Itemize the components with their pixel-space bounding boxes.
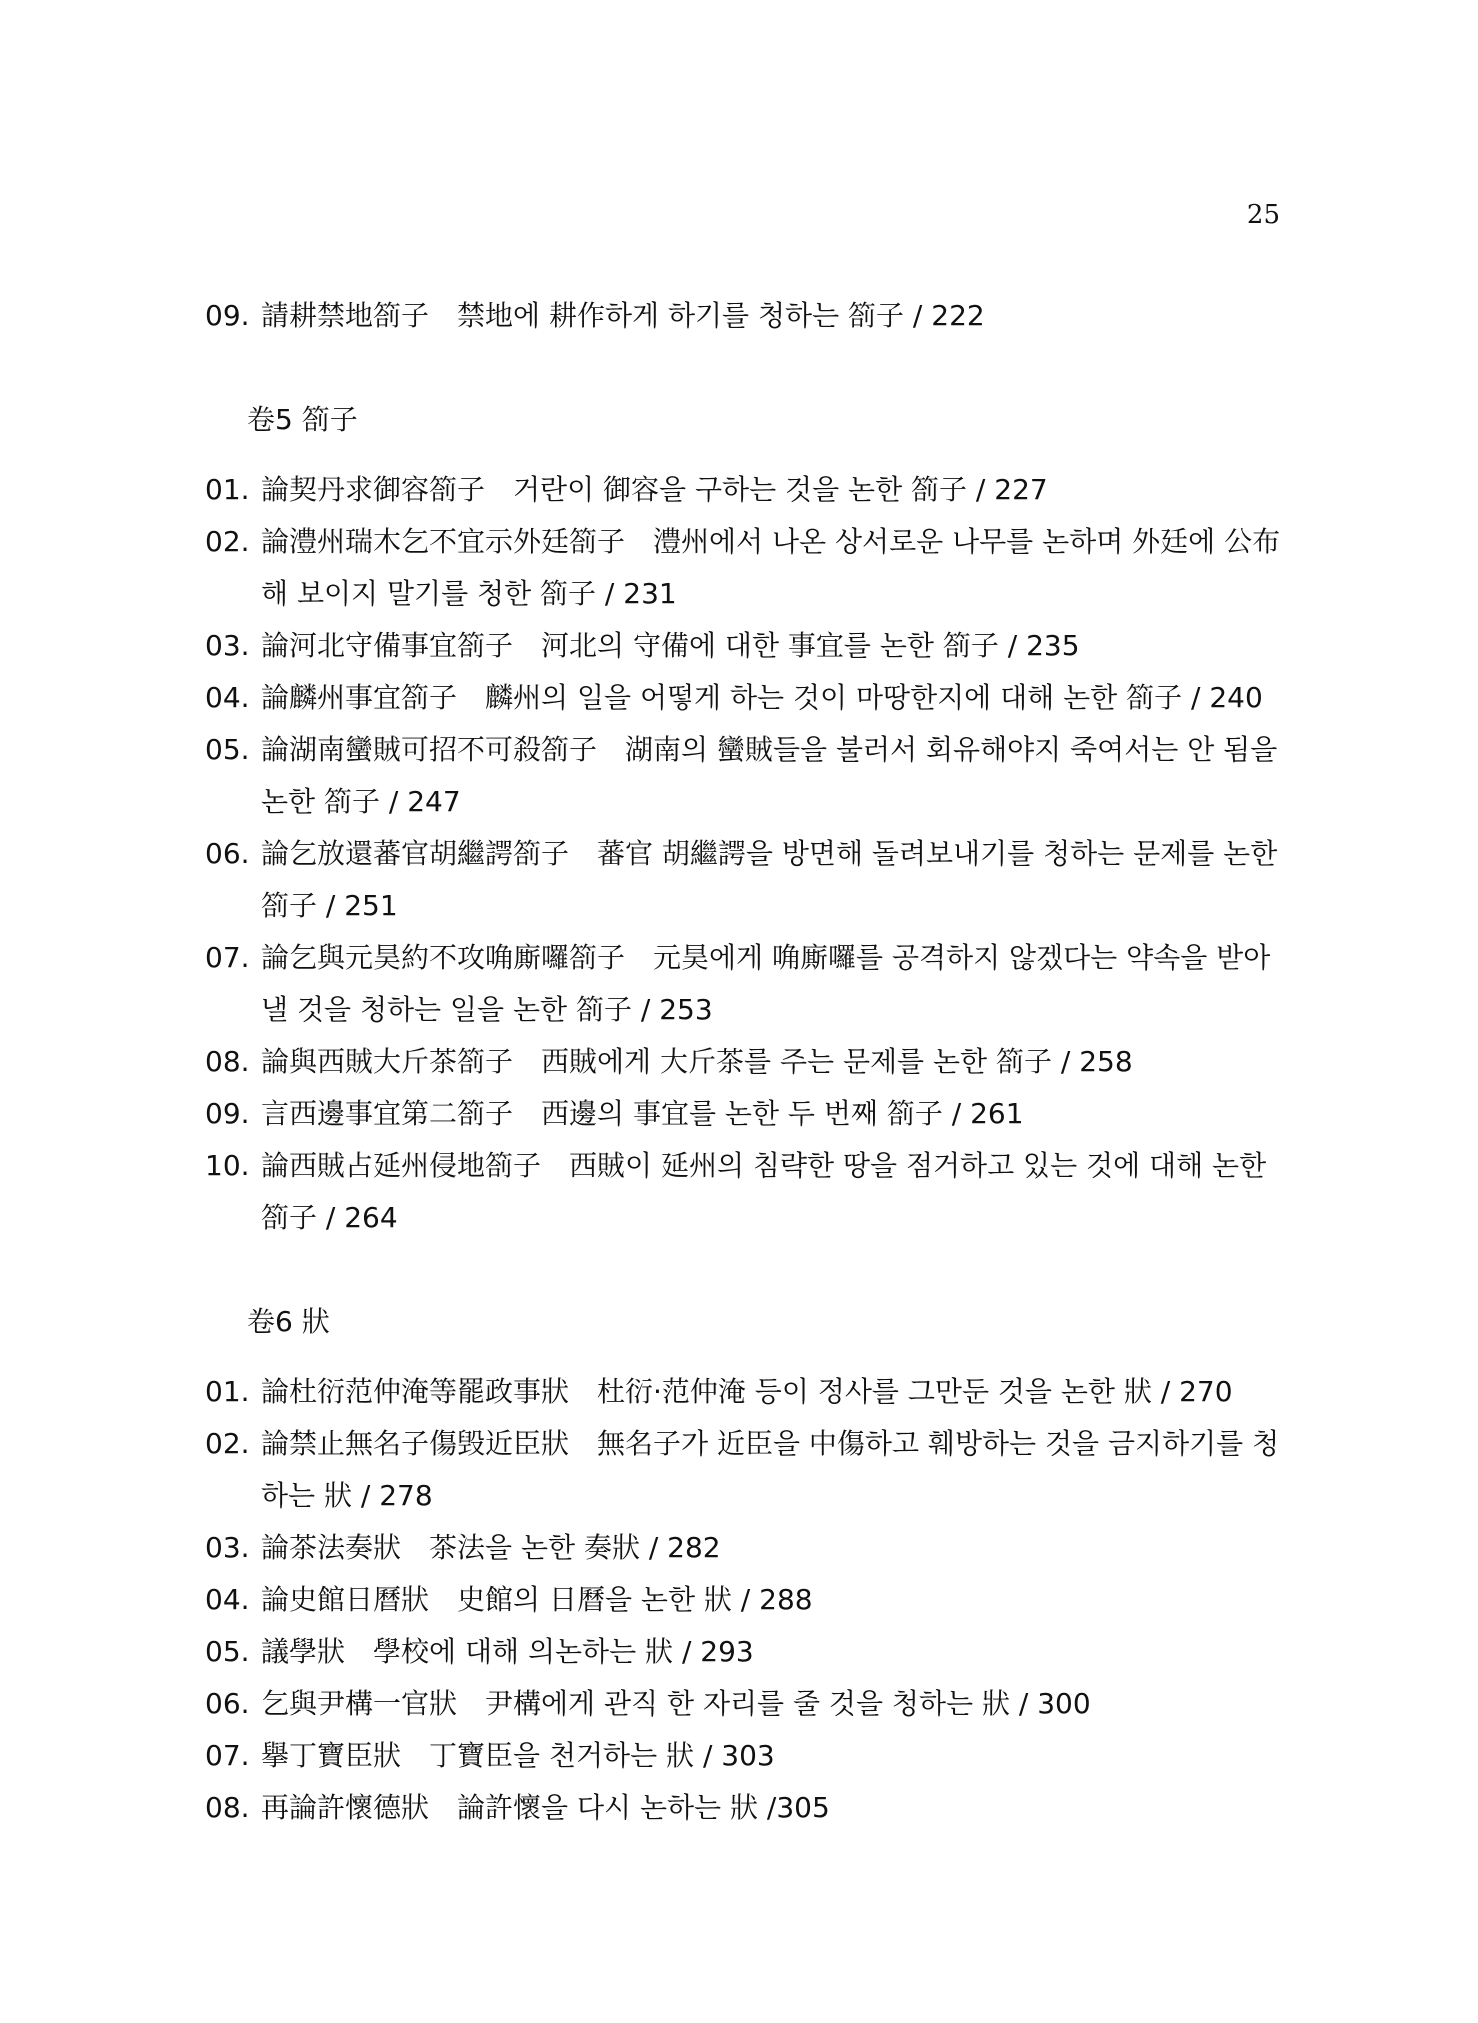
toc-entry: [205, 1782, 1285, 1834]
entry-text: 請耕禁地箚子 禁地에 耕作하게 하기를 청하는 箚子 / 222: [261, 299, 985, 332]
entry-number: 06.: [205, 837, 250, 870]
entry-number: 06.: [205, 1687, 250, 1720]
toc-entry: [205, 1036, 1285, 1088]
entry-number: 09.: [205, 1097, 250, 1130]
entry-number: 02.: [205, 1427, 250, 1460]
entry-number: 05.: [205, 1635, 250, 1668]
entry-text: 論河北守備事宜箚子 河北의 守備에 대한 事宜를 논한 箚子 / 235: [261, 629, 1080, 662]
entry-text: 論史館日曆狀 史館의 日曆을 논한 狀 / 288: [261, 1583, 813, 1616]
section-entries: [205, 1366, 1285, 1834]
entry-text: 再論許懷德狀 論許懷을 다시 논하는 狀 /305: [261, 1791, 830, 1824]
section-heading: 卷5 箚子: [247, 403, 358, 436]
entry-text: 乞與尹構一官狀 尹構에게 관직 한 자리를 줄 것을 청하는 狀 / 300: [261, 1687, 1091, 1720]
entry-text: 論西賊占延州侵地箚子 西賊이 延州의 침략한 땅을 점거하고 있는 것에 대해 논한 箚子 / 264: [261, 1149, 1267, 1234]
entry-number: 04.: [205, 681, 250, 714]
section-heading: 卷6 狀: [247, 1305, 330, 1338]
entry-text: 論乞與元昊約不攻唃廝囉箚子 元昊에게 唃廝囉를 공격하지 않겠다는 약속을 받아낼 것을 청하는 일을 논한 箚子 / 253: [261, 941, 1271, 1026]
entry-number: 09.: [205, 299, 250, 332]
toc-entry: [205, 464, 1285, 516]
toc-entry: [205, 516, 1285, 620]
entry-number: 01.: [205, 473, 250, 506]
toc-entry: [205, 290, 1285, 342]
section-entries: [205, 464, 1285, 1244]
entry-text: 論與西賊大斤茶箚子 西賊에게 大斤茶를 주는 문제를 논한 箚子 / 258: [261, 1045, 1133, 1078]
entry-text: 議學狀 學校에 대해 의논하는 狀 / 293: [261, 1635, 754, 1668]
entry-text: 論乞放還蕃官胡繼諤箚子 蕃官 胡繼諤을 방면해 돌려보내기를 청하는 문제를 논한 箚子 / 251: [261, 837, 1278, 922]
entry-number: 01.: [205, 1375, 250, 1408]
entry-number: 10.: [205, 1149, 250, 1182]
entry-number: 02.: [205, 525, 250, 558]
entry-number: 08.: [205, 1045, 250, 1078]
entry-text: 論湖南蠻賊可招不可殺箚子 湖南의 蠻賊들을 불러서 회유해야지 죽여서는 안 됨을 논한 箚子 / 247: [261, 733, 1278, 818]
page-number: 25: [1246, 200, 1280, 230]
toc-entry: [205, 1574, 1285, 1626]
entry-number: 03.: [205, 1531, 250, 1564]
toc-entry: [205, 620, 1285, 672]
toc-entry: [205, 828, 1285, 932]
entry-text: 論麟州事宜箚子 麟州의 일을 어떻게 하는 것이 마땅한지에 대해 논한 箚子 / 240: [261, 681, 1263, 714]
entry-text: 論契丹求御容箚子 거란이 御容을 구하는 것을 논한 箚子 / 227: [261, 473, 1048, 506]
toc-entry: [205, 1522, 1285, 1574]
entry-text: 論澧州瑞木乞不宜示外廷箚子 澧州에서 나온 상서로운 나무를 논하며 外廷에 公布해 보이지 말기를 청한 箚子 / 231: [261, 525, 1281, 610]
toc-entry: [205, 1418, 1285, 1522]
toc-entry: [205, 724, 1285, 828]
toc-entry: [205, 1678, 1285, 1730]
entry-text: 擧丁寶臣狀 丁寶臣을 천거하는 狀 / 303: [261, 1739, 775, 1772]
entry-number: 05.: [205, 733, 250, 766]
entry-number: 07.: [205, 1739, 250, 1772]
entry-text: 論茶法奏狀 茶法을 논한 奏狀 / 282: [261, 1531, 721, 1564]
entry-text: 論杜衍范仲淹等罷政事狀 杜衍·范仲淹 등이 정사를 그만둔 것을 논한 狀 / 270: [261, 1375, 1233, 1408]
toc-content: [205, 290, 1285, 1834]
toc-entry: [205, 1730, 1285, 1782]
entry-number: 04.: [205, 1583, 250, 1616]
toc-entry: [205, 1626, 1285, 1678]
toc-entry: [205, 1366, 1285, 1418]
entry-text: 言西邊事宜第二箚子 西邊의 事宜를 논한 두 번째 箚子 / 261: [261, 1097, 1024, 1130]
entry-number: 03.: [205, 629, 250, 662]
entry-number: 08.: [205, 1791, 250, 1824]
toc-entry: [205, 672, 1285, 724]
toc-entry: [205, 1140, 1285, 1244]
entry-text: 論禁止無名子傷毁近臣狀 無名子가 近臣을 中傷하고 훼방하는 것을 금지하기를 청하는 狀 / 278: [261, 1427, 1280, 1512]
toc-entry: [205, 1088, 1285, 1140]
entry-number: 07.: [205, 941, 250, 974]
toc-entry: [205, 932, 1285, 1036]
